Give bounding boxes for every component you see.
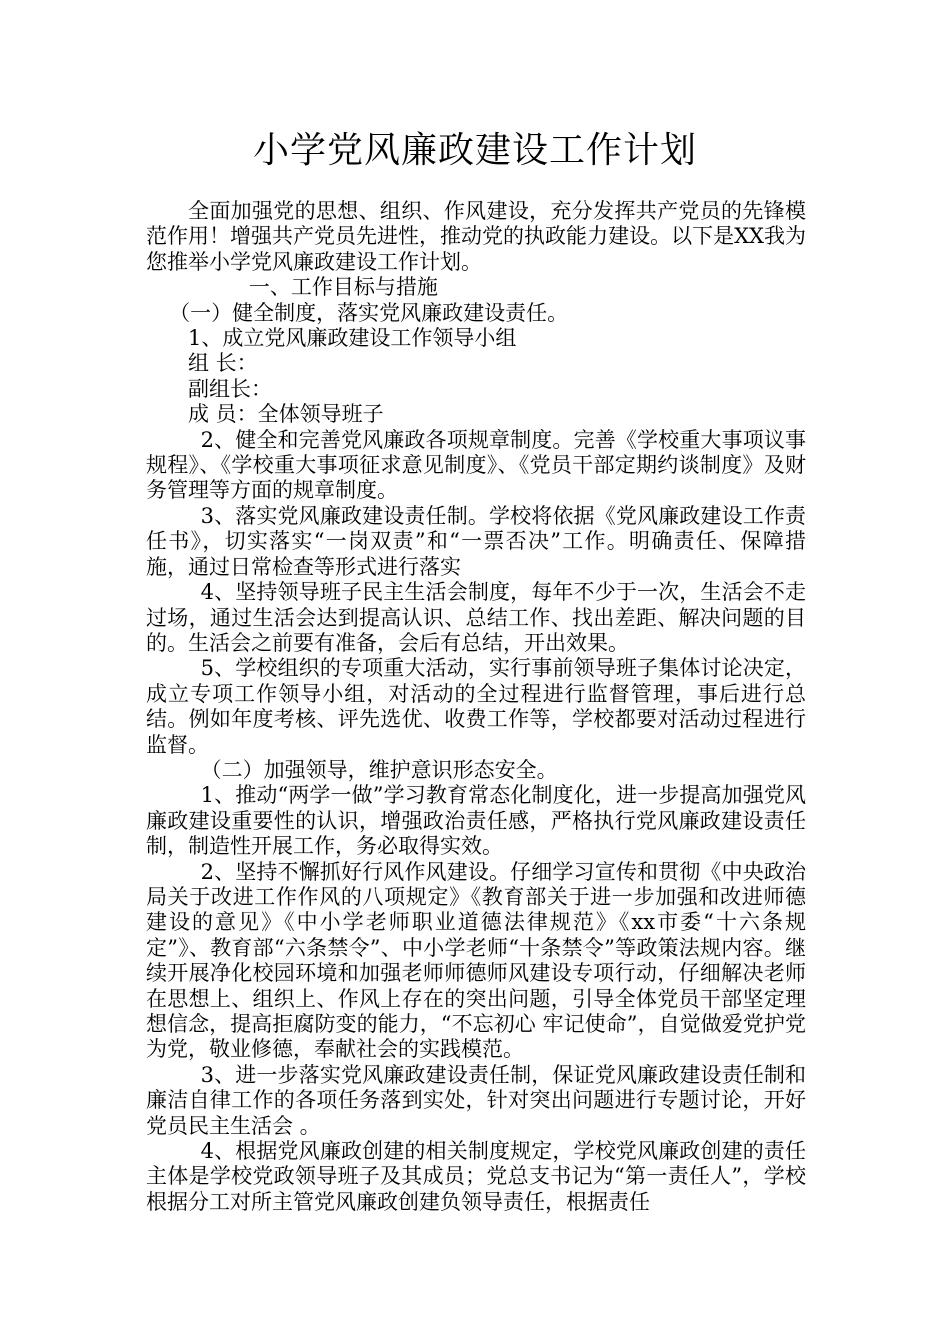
paragraph: 1、推动“两学一做”学习教育常态化制度化，进一步提高加强党风廉政建设重要性的认识，增强政治责任感，严格执行党风廉政建设责任制，制造性开展工作，务必取得实效。 <box>146 783 806 859</box>
document-title: 小学党风廉政建设工作计划 <box>252 130 697 171</box>
paragraph-intro: 全面加强党的思想、组织、作风建设，充分发挥共产党员的先锋模范作用！增强共产党员先进性，推动党的执政能力建设。以下是XX我为您推举小学党风廉政建设工作计划。 <box>146 199 806 274</box>
subsection-heading: （一）健全制度，落实党风廉政建设责任。 <box>169 300 569 325</box>
subsection-heading: （二）加强领导，维护意识形态安全。 <box>200 757 558 782</box>
section-heading: 一、工作目标与措施 <box>248 275 438 300</box>
paragraph: 成 员：全体领导班子 <box>188 402 384 427</box>
paragraph: 2、坚持不懈抓好行风作风建设。仔细学习宣传和贯彻《中央政治局关于改进工作作风的八项规定》《教育部关于进一步加强和改进师德建设的意见》《中小学老师职业道德法律规范》《xx市委“十六条规定”》、教育部“六条禁令”、中小学老师“十条禁令”等政策法规内容。继续开展净化校园环境和加强老师师德师风建设专项行动，仔细解决老师在思想上、组织上、作风上存在的突出问题，引导全体党员干部坚定理想信念，提高拒腐防变的能力，“不忘初心 牢记使命”，自觉做爱党护党为党，敬业修德，奉献社会的实践模范。 <box>146 859 806 1062</box>
paragraph: 3、进一步落实党风廉政建设责任制，保证党风廉政建设责任制和廉洁自律工作的各项任务落到实处，针对突出问题进行专题讨论，开好党员民主生活会 。 <box>146 1062 806 1138</box>
paragraph: 3、落实党风廉政建设责任制。学校将依据《党风廉政建设工作责任书》，切实落实“一岗双责”和“一票否决”工作。明确责任、保障措施，通过日常检查等形式进行落实 <box>146 503 806 579</box>
paragraph: 5、学校组织的专项重大活动，实行事前领导班子集体讨论决定，成立专项工作领导小组，对活动的全过程进行监督管理，事后进行总结。例如年度考核、评先选优、收费工作等，学校都要对活动过程进行监督。 <box>146 656 806 757</box>
paragraph: 1、成立党风廉政建设工作领导小组 <box>188 326 517 351</box>
paragraph: 2、健全和完善党风廉政各项规章制度。完善《学校重大事项议事规程》、《学校重大事项征求意见制度》、《党员干部定期约谈制度》及财务管理等方面的规章制度。 <box>146 427 806 503</box>
paragraph: 4、根据党风廉政创建的相关制度规定，学校党风廉政创建的责任主体是学校党政领导班子及其成员；党总支书记为“第一责任人”，学校根据分工对所主管党风廉政创建负领导责任，根据责任 <box>146 1139 806 1214</box>
paragraph: 组 长： <box>188 351 258 376</box>
paragraph: 副组长： <box>188 376 272 401</box>
document-body <box>146 199 806 1215</box>
paragraph: 4、坚持领导班子民主生活会制度，每年不少于一次，生活会不走过场，通过生活会达到提高认识、总结工作、找出差距、解决问题的目的。生活会之前要有准备，会后有总结，开出效果。 <box>146 580 806 655</box>
